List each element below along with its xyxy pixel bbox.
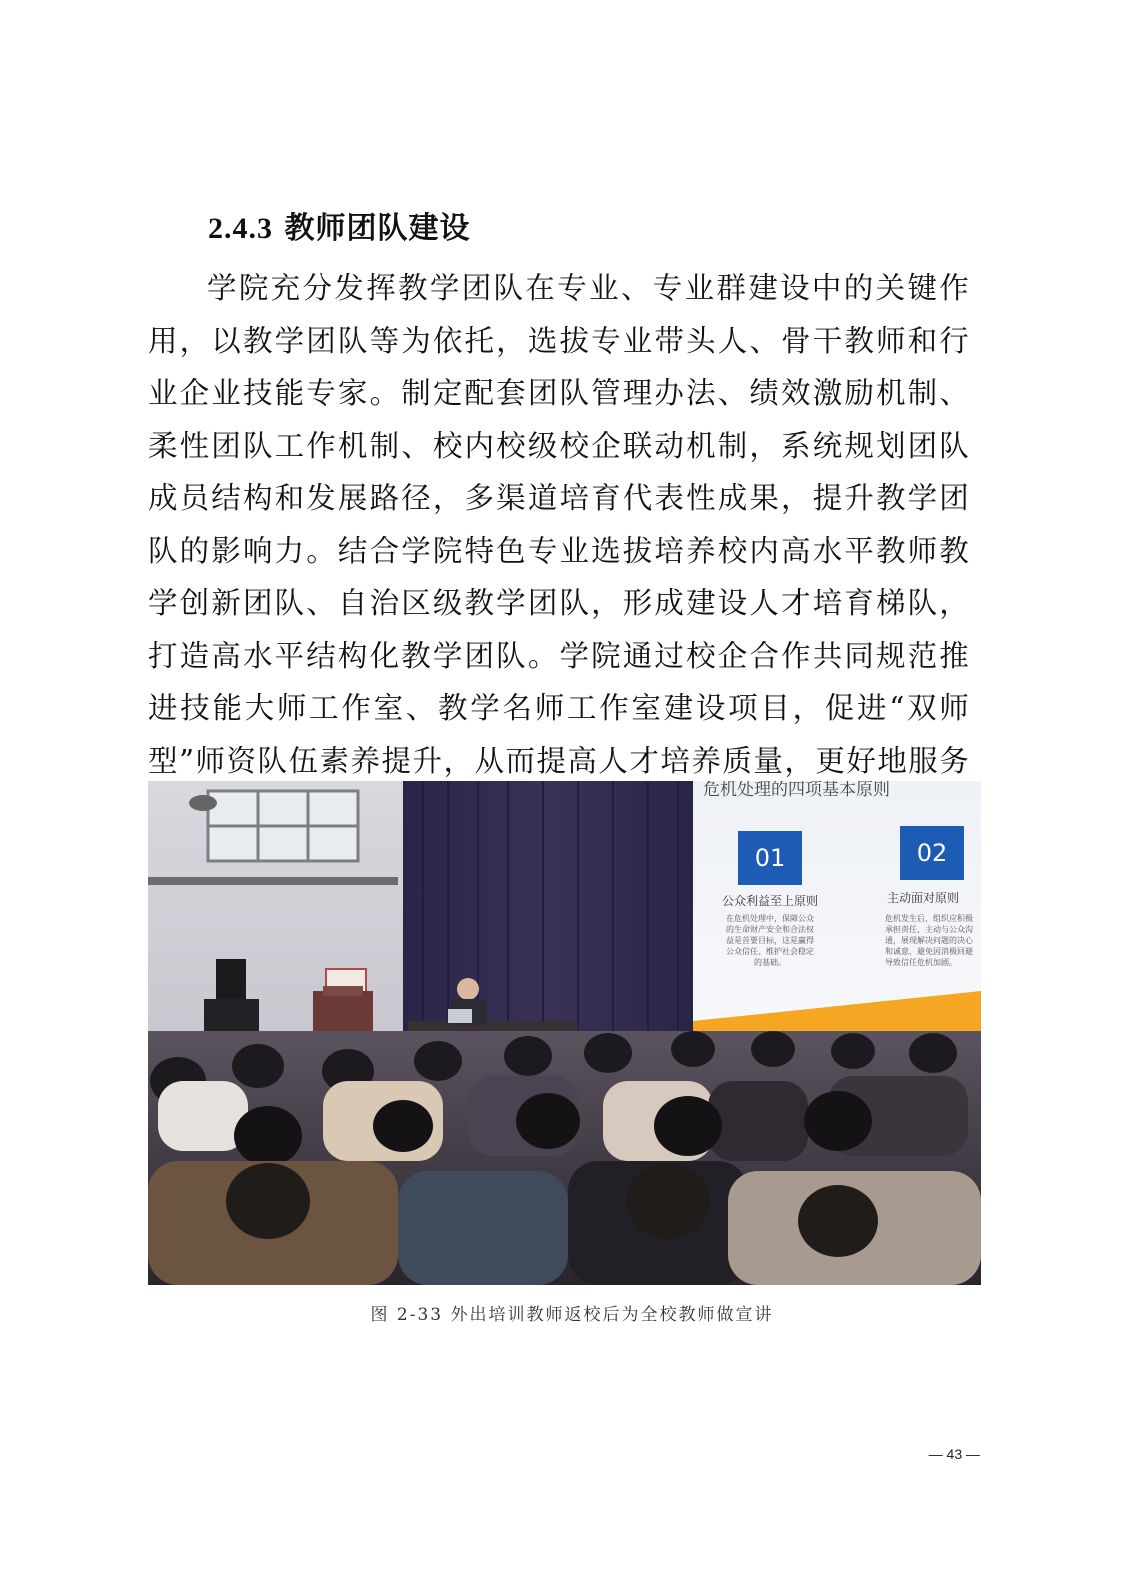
slide-line: 的生命财产安全和合法权 [726, 925, 814, 934]
slide-line: 益是首要目标，这是赢得 [726, 936, 814, 945]
page-number: — 43 — [928, 1446, 980, 1462]
slide-line: 通，展现解决问题的决心 [885, 936, 973, 945]
lecture-photo-illustration [148, 781, 981, 1285]
lecture-photo [148, 781, 981, 1285]
slide-line: 公众信任、维护社会稳定 [726, 947, 814, 956]
section-title: 教师团队建设 [284, 211, 471, 246]
slide-badge-01: 01 [754, 844, 786, 872]
figure-caption: 图 2-33 外出培训教师返校后为全校教师做宣讲 [370, 1305, 774, 1325]
slide-line: 和诚意，避免因消极回避 [885, 947, 973, 956]
slide-badge-02: 02 [916, 839, 948, 867]
slide-title-01: 公众利益至上原则 [721, 894, 819, 908]
slide-header: 危机处理的四项基本原则 [703, 781, 890, 800]
slide-line: 危机发生后，组织应积极 [885, 914, 973, 923]
slide-line: 导致信任危机加剧。 [885, 958, 957, 967]
slide-line: 在危机处理中，保障公众 [726, 914, 814, 923]
body-paragraph: 学院充分发挥教学团队在专业、专业群建设中的关键作用，以教学团队等为依托，选拔专业带头人、骨干教师和行业企业技能专家。制定配套团队管理办法、绩效激励机制、柔性团队工作机制、校内校级校企联动机制，系统规划团队成员结构和发展路径，多渠道培育代表性成果，提升教学团队的影响力。结合学院特色专业选拔培养校内高水平教师教学创新团队、自治区级教学团队，形成建设人才培育梯队，打造高水平结构化教学团队。学院通过校企合作共同规范推进技能大师工作室、教学名师工作室建设项目，促进“双师型”师资队伍素养提升，从而提高人才培养质量，更好地服务 [148, 271, 970, 778]
slide-line: 的基础。 [754, 958, 786, 967]
section-number: 2.4.3 [208, 212, 273, 245]
section-heading [208, 203, 470, 247]
slide-title-02: 主动面对原则 [886, 891, 960, 905]
slide-line: 承担责任，主动与公众沟 [885, 925, 973, 934]
